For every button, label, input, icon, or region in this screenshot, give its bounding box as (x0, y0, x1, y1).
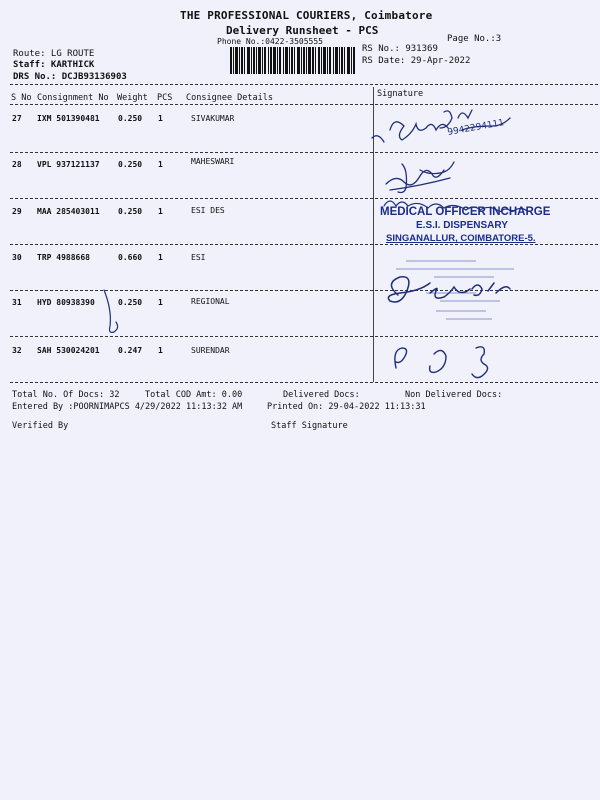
total-cod: Total COD Amt: 0.00 (145, 390, 243, 400)
stamp-line-2: E.S.I. DISPENSARY (416, 220, 508, 231)
row-sno: 30 (12, 253, 22, 262)
stamp-line-1: MEDICAL OFFICER INCHARGE (380, 206, 551, 218)
row-sno: 28 (12, 160, 22, 169)
row-weight: 0.250 (118, 114, 143, 123)
row-consignment: SAH 530024201 (37, 346, 100, 355)
staff-signature: Staff Signature (271, 421, 348, 431)
row-consignee: SIVAKUMAR (191, 114, 235, 123)
col-header-pcs: PCS (157, 93, 173, 103)
row-consignment: HYD 80938390 (37, 298, 95, 307)
col-header-weight: Weight (117, 93, 148, 103)
row-weight: 0.247 (118, 346, 143, 355)
row-sno: 29 (12, 207, 22, 216)
printed-on: Printed On: 29-04-2022 11:13:31 (267, 402, 426, 412)
row-consignee: ESI DES (191, 206, 225, 215)
row-weight: 0.250 (118, 207, 143, 216)
row-pcs: 1 (158, 298, 163, 307)
drs-number: DRS No.: DCJB93136903 (13, 72, 127, 82)
col-header-signature: Signature (377, 89, 424, 99)
row-pcs: 1 (158, 207, 163, 216)
row-pcs: 1 (158, 114, 163, 123)
row-consignee: SURENDAR (191, 346, 230, 355)
barcode (230, 47, 356, 74)
row-weight: 0.250 (118, 160, 143, 169)
entered-by: Entered By :POORNIMAPCS 4/29/2022 11:13:32 AM (12, 402, 243, 412)
signature-stamp-row-30-31 (380, 255, 590, 330)
phone-number: Phone No.:0422-3505555 (217, 37, 323, 46)
svg-text:9942294111: 9942294111 (446, 118, 505, 138)
signature-row-31-mark (100, 288, 124, 338)
row-weight: 0.660 (118, 253, 143, 262)
rs-date: RS Date: 29-Apr-2022 (362, 56, 471, 66)
row-consignment: MAA 285403011 (37, 207, 100, 216)
row-sno: 31 (12, 298, 22, 307)
row-consignee: REGIONAL (191, 297, 230, 306)
col-header-consignee: Consignee Details (186, 93, 273, 103)
page-number: Page No.:3 (447, 34, 502, 44)
row-consignment: VPL 937121137 (37, 160, 100, 169)
row-consignment: TRP 4988668 (37, 253, 90, 262)
col-header-consignment: Consignment No (37, 93, 109, 103)
table-top-rule (10, 84, 598, 85)
verified-by: Verified By (12, 421, 69, 431)
sheet-title: Delivery Runsheet - PCS (226, 24, 379, 37)
row-consignee: ESI (191, 253, 206, 262)
stamp-line-3: SINGANALLUR, COIMBATORE-5. (386, 233, 536, 244)
row-consignment: IXM 501390481 (37, 114, 100, 123)
row-consignee: MAHESWARI (191, 157, 235, 166)
total-docs: Total No. Of Docs: 32 (12, 390, 120, 400)
company-name: THE PROFESSIONAL COURIERS, Coimbatore (180, 9, 433, 22)
delivered-docs: Delivered Docs: (283, 390, 360, 400)
row-sno: 32 (12, 346, 22, 355)
row-pcs: 1 (158, 160, 163, 169)
col-header-sno: S No (11, 93, 32, 103)
signature-row-27 (362, 100, 522, 155)
row-weight: 0.250 (118, 298, 143, 307)
staff-label: Staff: KARTHICK (13, 60, 95, 70)
row-pcs: 1 (158, 253, 163, 262)
row-rule (10, 336, 598, 337)
row-sno: 27 (12, 114, 22, 123)
rs-number: RS No.: 931369 (362, 44, 438, 54)
signature-row-28 (380, 150, 470, 198)
row-pcs: 1 (158, 346, 163, 355)
signature-row-32 (388, 340, 508, 380)
table-bottom-rule (10, 382, 598, 383)
route-label: Route: LG ROUTE (13, 49, 95, 59)
non-delivered-docs: Non Delivered Docs: (405, 390, 503, 400)
row-rule (10, 244, 598, 245)
